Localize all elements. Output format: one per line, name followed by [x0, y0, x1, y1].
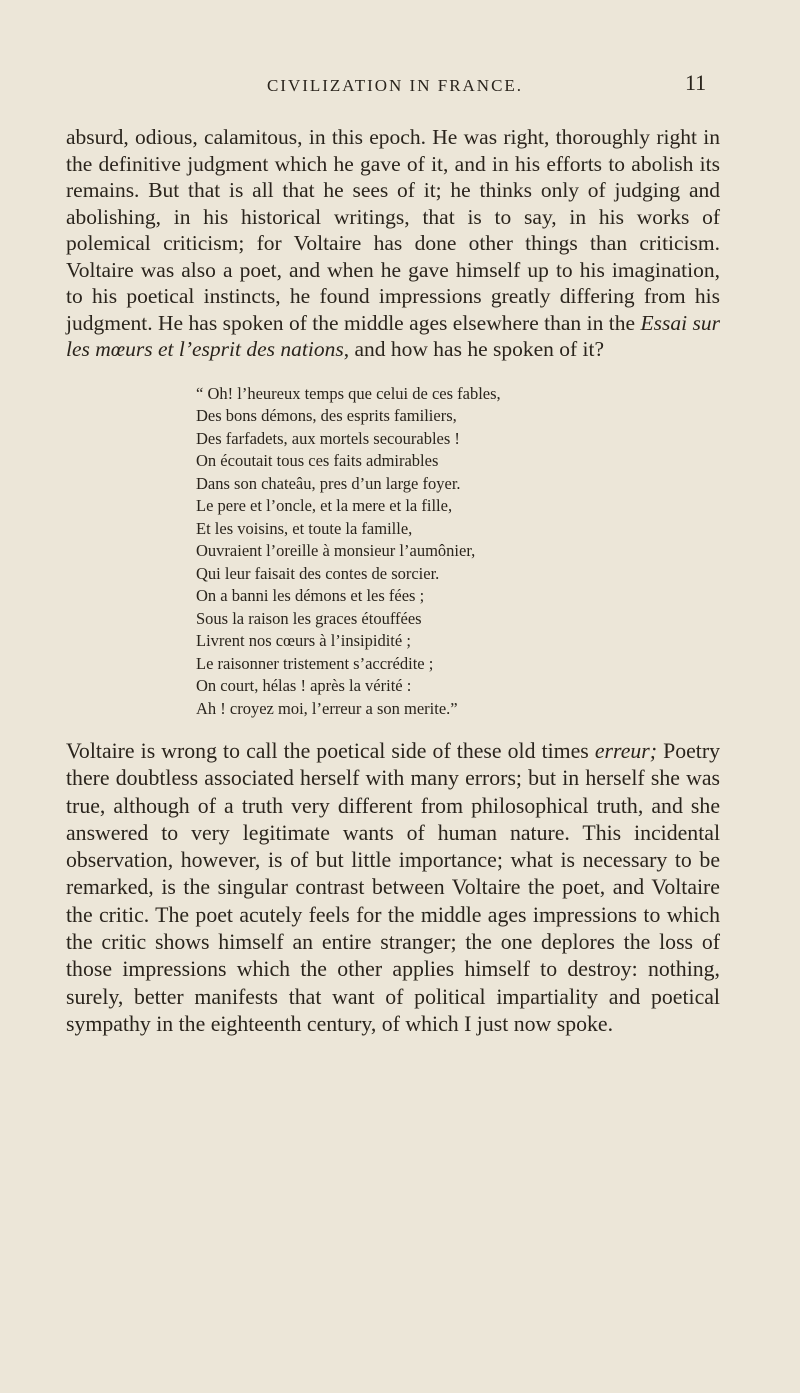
paragraph-2: [66, 738, 720, 1038]
paragraph-2-text-b: Poetry there doubtless associated herself with many errors; but in herself she was true, although of a truth very different from philosophical truth, and she answered to very legitimate wants of human nature. This incidental observation, however, is of but little importance; what is necessary to be remarked, is the singular contrast between Voltaire the poet, and Voltaire the critic. The poet acutely feels for the middle ages impressions to which the critic shows himself an entire stranger; the one deplores the loss of those impressions which the other applies himself to destroy: nothing, surely, better manifests that want of political impartiality and poetical sympathy in the eighteenth century, of which I just now spoke.: [66, 739, 721, 1036]
erreur-word: erreur;: [594, 739, 658, 763]
poem-line: Livrent nos cœurs à l’insipidité ;: [196, 631, 411, 650]
poem-line: Et les voisins, et toute la famille,: [196, 518, 413, 538]
poem-line: Des farfadets, aux mortels secourables !: [196, 428, 460, 448]
poem-line: Sous la raison les graces étouffées: [196, 608, 422, 628]
poem-line: On a banni les démons et les fées ;: [196, 586, 425, 605]
poem-line: On court, hélas ! après la vérité :: [196, 676, 412, 695]
poem-line: Des bons démons, des esprits familiers,: [196, 406, 457, 425]
page-number: 11: [685, 70, 707, 95]
body-text: [66, 124, 720, 1038]
poem-line: Ouvraient l’oreille à monsieur l’aumônier,: [196, 541, 476, 560]
poem-line: Dans son chateâu, pres d’un large foyer.: [196, 473, 461, 493]
voltaire-poem-quotation: [196, 383, 720, 721]
paragraph-1-text-b: , and how has he spoken of it?: [343, 337, 605, 361]
poem-line: Le raisonner tristement s’accrédite ;: [196, 653, 434, 673]
poem-line: Ah ! croyez moi, l’erreur a son merite.”: [196, 698, 458, 718]
poem-line: Le pere et l’oncle, et la mere et la fille,: [196, 496, 453, 515]
poem-line: Qui leur faisait des contes de sorcier.: [196, 563, 440, 583]
paragraph-1-text-a: absurd, odious, calamitous, in this epoch. He was right, thoroughly right in the definitive judgment which he gave of it, and in his efforts to abolish its remains. But that is all that he sees of it; he thinks only of judging and abolishing, in his historical writings, that is to say, in his works of polemical criticism; for Voltaire has done other things than criticism. Voltaire was also a poet, and when he gave himself up to his imagination, to his poetical instincts, he found impressions greatly differing from his judgment. He has spoken of the middle ages elsewhere than in the: [66, 125, 720, 335]
paragraph-1: [66, 124, 720, 363]
running-head: [0, 70, 800, 110]
essai-title: Essai sur les mœurs et l’esprit des nations: [66, 310, 720, 361]
paragraph-2-text-a: Voltaire is wrong to call the poetical side of these old times: [66, 739, 595, 763]
poem-line: On écoutait tous ces faits admirables: [196, 451, 439, 470]
poem-line: “ Oh! l’heureux temps que celui de ces fables,: [196, 383, 501, 403]
running-title: CIVILIZATION IN FRANCE.: [266, 76, 524, 95]
